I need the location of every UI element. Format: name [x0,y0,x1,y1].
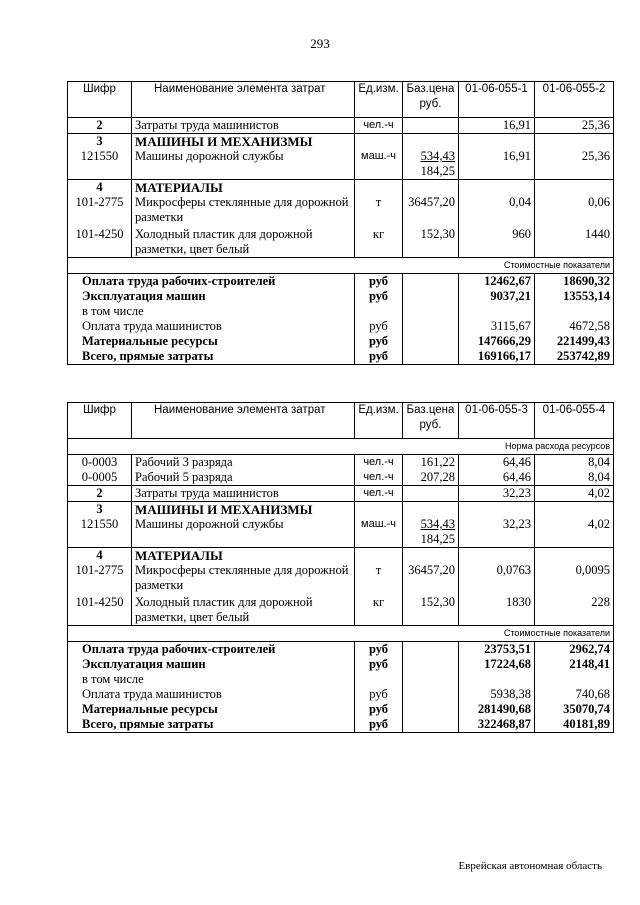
price-primary: 534,43 [420,517,455,531]
table-row [68,455,614,471]
summary-row [68,702,614,717]
row-value-b: 0,06 [535,195,614,225]
summary-value-b: 18690,32 [535,274,614,290]
row-value-a: 0,04 [459,195,535,225]
row-price [403,118,459,134]
summary-value-b: 13553,14 [535,289,614,304]
section-label: Стоимостные показатели [68,258,614,274]
row-value-a: 64,46 [459,470,535,486]
summary-name: Материальные ресурсы [68,334,355,349]
row-value-a: 32,23 [459,486,535,502]
row-name: Машины дорожной службы [132,517,355,548]
table-header [68,403,614,439]
header-code: Шифр [68,403,132,439]
summary-name: Оплата труда машинистов [68,687,355,702]
row-name: МАТЕРИАЛЫ [132,548,355,564]
row-unit: чел.-ч [355,118,403,134]
summary-unit: руб [355,657,403,672]
norm-label: Норма расхода ресурсов [68,439,614,455]
row-name: Рабочий 3 разряда [132,455,355,471]
row-code: 3 [68,502,132,518]
row-code: 4 [68,180,132,196]
row-price: 152,30 [403,225,459,258]
summary-row [68,349,614,365]
summary-value-a: 281490,68 [459,702,535,717]
summary-value-b: 35070,74 [535,702,614,717]
summary-unit: руб [355,319,403,334]
header-base-price: Баз.цена руб. [403,82,459,118]
summary-value-a: 9037,21 [459,289,535,304]
summary-name: Оплата труда машинистов [68,319,355,334]
summary-value-b: 740,68 [535,687,614,702]
row-price [403,517,459,548]
table-row [68,486,614,502]
summary-value-b: 40181,89 [535,717,614,733]
row-code: 3 [68,134,132,150]
summary-unit: руб [355,642,403,658]
summary-row [68,274,614,290]
row-unit: т [355,195,403,225]
summary-unit: руб [355,702,403,717]
row-name: МАШИНЫ И МЕХАНИЗМЫ [132,134,355,150]
row-value-b: 1440 [535,225,614,258]
estimate-table-1 [67,81,614,365]
row-value-b: 8,04 [535,455,614,471]
price-primary: 534,43 [420,149,455,163]
row-name: Холодный пластик для дорожной разметки, цвет белый [132,593,355,626]
table-row [68,118,614,134]
summary-name: в том числе [68,672,355,687]
summary-name: Материальные ресурсы [68,702,355,717]
summary-row [68,319,614,334]
row-value-b: 4,02 [535,517,614,548]
row-value-b: 25,36 [535,149,614,180]
summary-value-a: 17224,68 [459,657,535,672]
row-unit: кг [355,593,403,626]
header-unit: Ед.изм. [355,403,403,439]
row-name: Затраты труда машинистов [132,486,355,502]
summary-value-a: 147666,29 [459,334,535,349]
summary-value-b: 2962,74 [535,642,614,658]
row-code: 121550 [68,517,132,548]
row-value-a: 64,46 [459,455,535,471]
summary-name: Эксплуатация машин [68,657,355,672]
row-price: 36457,20 [403,563,459,593]
summary-unit: руб [355,349,403,365]
row-code: 101-2775 [68,563,132,593]
row-value-a: 960 [459,225,535,258]
page-number: 293 [310,36,330,51]
row-unit: чел.-ч [355,486,403,502]
row-name: Холодный пластик для дорожной разметки, цвет белый [132,225,355,258]
header-base-price: Баз.цена руб. [403,403,459,439]
table-header [68,82,614,118]
row-code: 4 [68,548,132,564]
section-label: Стоимостные показатели [68,626,614,642]
summary-row [68,304,614,319]
row-name: МАШИНЫ И МЕХАНИЗМЫ [132,502,355,518]
summary-name: Всего, прямые затраты [68,349,355,365]
row-unit: чел.-ч [355,455,403,471]
summary-name: Эксплуатация машин [68,289,355,304]
summary-value-b: 4672,58 [535,319,614,334]
summary-value-a: 23753,51 [459,642,535,658]
estimate-table-2 [67,402,614,733]
row-name: МАТЕРИАЛЫ [132,180,355,196]
summary-value-b: 221499,43 [535,334,614,349]
row-price: 36457,20 [403,195,459,225]
row-value-b: 8,04 [535,470,614,486]
table-row [68,149,614,180]
section-label-row [68,258,614,274]
price-secondary: 184,25 [420,164,455,178]
row-value-a: 32,23 [459,517,535,548]
header-name: Наименование элемента затрат [132,403,355,439]
summary-name: Оплата труда рабочих-строителей [68,642,355,658]
summary-row [68,687,614,702]
table-row [68,195,614,225]
summary-unit: руб [355,274,403,290]
summary-unit: руб [355,289,403,304]
summary-unit: руб [355,334,403,349]
row-value-b: 25,36 [535,118,614,134]
price-secondary: 184,25 [420,532,455,546]
row-code: 0-0005 [68,470,132,486]
row-price [403,149,459,180]
row-value-b: 4,02 [535,486,614,502]
header-col-a: 01-06-055-3 [459,403,535,439]
footer-region: Еврейская автономная область [458,860,602,872]
row-price: 207,28 [403,470,459,486]
row-name: Машины дорожной службы [132,149,355,180]
table-row [68,134,614,150]
row-value-a: 16,91 [459,118,535,134]
row-code: 101-2775 [68,195,132,225]
table-row [68,180,614,196]
row-code: 2 [68,486,132,502]
summary-value-a: 322468,87 [459,717,535,733]
section-label-row [68,626,614,642]
summary-row [68,642,614,658]
summary-row [68,672,614,687]
row-value-b: 228 [535,593,614,626]
header-col-b: 01-06-055-4 [535,403,614,439]
row-name: Микросферы стеклянные для дорожной разметки [132,195,355,225]
table-row [68,225,614,258]
header-name: Наименование элемента затрат [132,82,355,118]
summary-value-a: 3115,67 [459,319,535,334]
table-row [68,470,614,486]
row-name: Микросферы стеклянные для дорожной разметки [132,563,355,593]
summary-row [68,717,614,733]
table-row [68,563,614,593]
row-unit: т [355,563,403,593]
row-code: 0-0003 [68,455,132,471]
table-row [68,517,614,548]
row-value-a: 16,91 [459,149,535,180]
row-name: Затраты труда машинистов [132,118,355,134]
section-label-row [68,439,614,455]
row-value-a: 1830 [459,593,535,626]
header-col-b: 01-06-055-2 [535,82,614,118]
table-row [68,502,614,518]
summary-row [68,289,614,304]
row-price: 161,22 [403,455,459,471]
summary-value-a: 12462,67 [459,274,535,290]
header-col-a: 01-06-055-1 [459,82,535,118]
row-price: 152,30 [403,593,459,626]
summary-unit: руб [355,717,403,733]
summary-value-a: 169166,17 [459,349,535,365]
row-unit: маш.-ч [355,517,403,548]
summary-name: Оплата труда рабочих-строителей [68,274,355,290]
header-unit: Ед.изм. [355,82,403,118]
row-unit: кг [355,225,403,258]
row-name: Рабочий 5 разряда [132,470,355,486]
table-row [68,593,614,626]
row-code: 101-4250 [68,225,132,258]
summary-row [68,657,614,672]
summary-row [68,334,614,349]
summary-unit: руб [355,687,403,702]
row-value-a: 0,0763 [459,563,535,593]
row-unit: маш.-ч [355,149,403,180]
summary-value-a: 5938,38 [459,687,535,702]
row-code: 121550 [68,149,132,180]
summary-name: в том числе [68,304,355,319]
row-unit: чел.-ч [355,470,403,486]
header-code: Шифр [68,82,132,118]
summary-value-b: 253742,89 [535,349,614,365]
row-code: 101-4250 [68,593,132,626]
summary-value-b: 2148,41 [535,657,614,672]
row-value-b: 0,0095 [535,563,614,593]
row-code: 2 [68,118,132,134]
summary-name: Всего, прямые затраты [68,717,355,733]
table-row [68,548,614,564]
